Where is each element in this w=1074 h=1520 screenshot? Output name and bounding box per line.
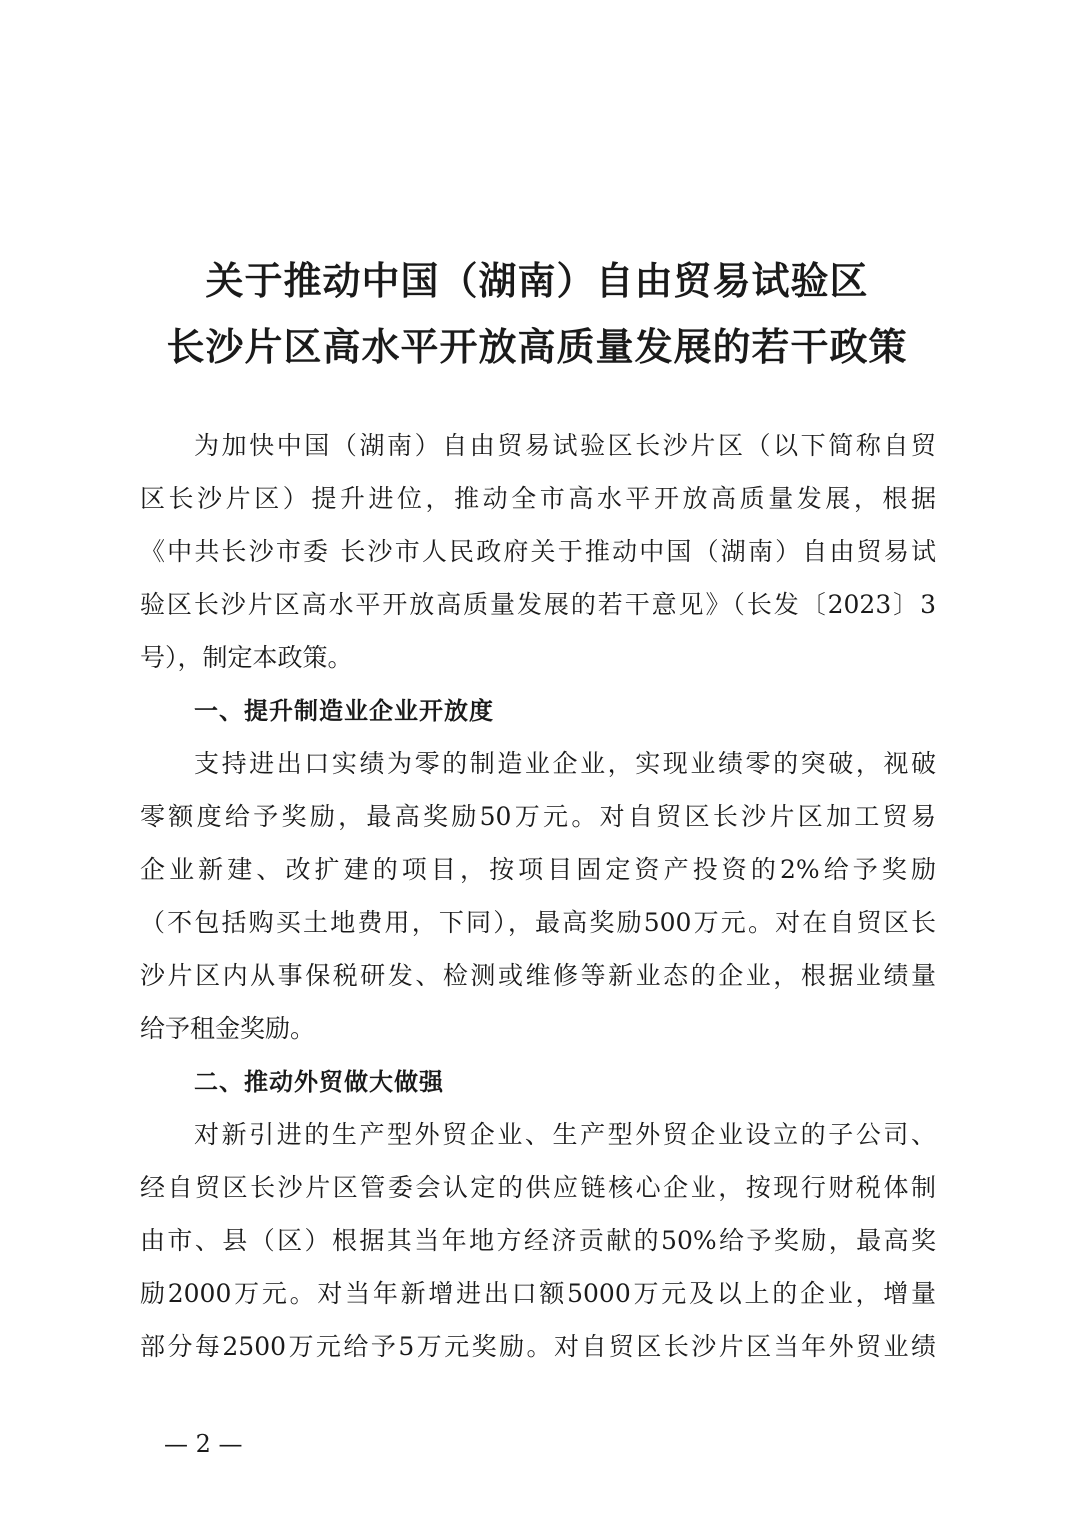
section-1-line-1: 支持进出口实绩为零的制造业企业，实现业绩零的突破，视破 [194,749,936,778]
section-1-heading: 一、提升制造业企业开放度 [194,697,494,725]
section-2-heading: 二、推动外贸做大做强 [194,1068,444,1096]
section-2-line-5: 部分每2500万元给予5万元奖励。对自贸区长沙片区当年外贸业绩 [140,1332,936,1361]
section-2-line-4: 励2000万元。对当年新增进出口额5000万元及以上的企业，增量 [140,1279,936,1308]
section-2-line-2: 经自贸区长沙片区管委会认定的供应链核心企业，按现行财税体制 [140,1173,936,1202]
title-line-2: 长沙片区高水平开放高质量发展的若干政策 [166,325,908,369]
page-number: — 2 — [164,1430,243,1458]
title-line-1: 关于推动中国（湖南）自由贸易试验区 [205,259,869,303]
intro-line-3: 《中共长沙市委 长沙市人民政府关于推动中国（湖南）自由贸易试 [140,537,936,566]
intro-line-2: 区长沙片区）提升进位，推动全市高水平开放高质量发展，根据 [140,484,936,513]
intro-line-1: 为加快中国（湖南）自由贸易试验区长沙片区（以下简称自贸 [194,431,936,460]
section-1-line-3: 企业新建、改扩建的项目，按项目固定资产投资的2%给予奖励 [140,855,936,884]
intro-line-5: 号），制定本政策。 [140,643,353,672]
section-1-line-6: 给予租金奖励。 [140,1014,316,1043]
section-1-line-2: 零额度给予奖励，最高奖励50万元。对自贸区长沙片区加工贸易 [140,802,936,831]
section-2-line-1: 对新引进的生产型外贸企业、生产型外贸企业设立的子公司、 [194,1120,936,1149]
section-1-line-4: （不包括购买土地费用，下同），最高奖励500万元。对在自贸区长 [140,908,936,937]
intro-line-4: 验区长沙片区高水平开放高质量发展的若干意见》（长发〔2023〕3 [140,590,937,619]
section-1-line-5: 沙片区内从事保税研发、检测或维修等新业态的企业，根据业绩量 [140,961,936,990]
section-2-line-3: 由市、县（区）根据其当年地方经济贡献的50%给予奖励，最高奖 [140,1226,936,1255]
